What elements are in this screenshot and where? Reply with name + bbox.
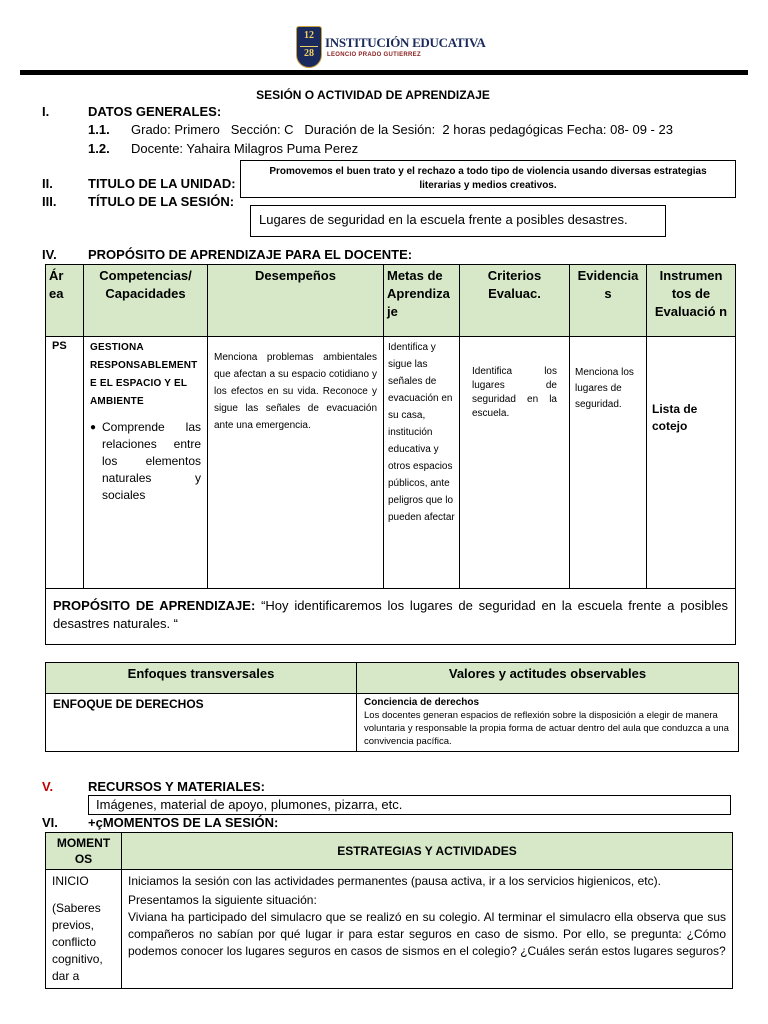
- enfoques-header-left: Enfoques transversales: [46, 663, 357, 694]
- enfoques-row: [46, 694, 739, 752]
- section-2-title: TITULO DE LA UNIDAD:: [88, 176, 236, 191]
- logo-divider: [300, 46, 318, 47]
- header-instrumentos: Instrumen tos de Evaluació n: [647, 265, 736, 337]
- enfoques-header: [46, 663, 739, 694]
- cell-criterios: [460, 337, 570, 589]
- cell-instrumento: [647, 337, 736, 589]
- resources-text: Imágenes, material de apoyo, plumones, pizarra, etc.: [96, 797, 403, 812]
- header-metas: Metas de Aprendiza je: [384, 265, 460, 337]
- purpose-table: [45, 264, 736, 645]
- capacidad-item: [90, 419, 201, 504]
- cell-area: PS: [46, 337, 84, 589]
- section-6-title: +çMOMENTOS DE LA SESIÓN:: [88, 815, 279, 830]
- section-5-title: RECURSOS Y MATERIALES:: [88, 779, 265, 794]
- header-competencias: Competencias/ Capacidades: [84, 265, 208, 337]
- logo-shield-icon: [296, 26, 322, 68]
- purpose-table-row: [46, 337, 736, 589]
- session-title-box: [250, 205, 666, 237]
- page-title: SESIÓN O ACTIVIDAD DE APRENDIZAJE: [256, 88, 490, 102]
- activity-line-2: Presentamos la siguiente situación:: [128, 893, 317, 907]
- momentos-header-right: ESTRATEGIAS Y ACTIVIDADES: [122, 833, 733, 870]
- session-title-text: Lugares de seguridad en la escuela frente a posibles desastres.: [259, 212, 628, 227]
- unit-title-text: Promovemos el buen trato y el rechazo a todo tipo de violencia usando diversas estrategias literarias y medios creativos.: [269, 166, 707, 191]
- evidencias-text: Menciona los lugares de seguridad.: [575, 367, 634, 410]
- purpose-table-header: [46, 265, 736, 337]
- school-logo: [296, 26, 486, 70]
- logo-subtitle: LEONCIO PRADO GUTIERREZ: [327, 52, 421, 58]
- item-1-1-text: Grado: Primero Sección: C Duración de la Sesión: 2 horas pedagógicas Fecha: 08- 09 - 23: [131, 122, 673, 137]
- enfoques-table: [45, 662, 739, 752]
- momentos-header-left: MOMENT OS: [46, 833, 122, 870]
- momentos-table: [45, 832, 733, 989]
- header-desempenos: Desempeños: [208, 265, 384, 337]
- purpose-statement-text: “Hoy identificaremos los lugares de seguridad en la escuela frente a posibles desastres naturales. “: [53, 598, 728, 631]
- section-4-number: IV.: [42, 247, 57, 262]
- section-4-title: PROPÓSITO DE APRENDIZAJE PARA EL DOCENTE:: [88, 247, 413, 262]
- desempeno-text: Menciona problemas ambientales que afectan a su espacio cotidiano y los efectos en su vida. Reconoce y sigue las señales de evacuación ante una emergencia.: [214, 352, 377, 431]
- resources-box: [88, 795, 731, 815]
- header-area: Ár ea: [46, 265, 84, 337]
- valor-cell: [357, 694, 739, 752]
- item-1-2-text: Docente: Yahaira Milagros Puma Perez: [131, 141, 359, 156]
- section-1-title: DATOS GENERALES:: [88, 104, 222, 119]
- activity-line-1: Iniciamos la sesión con las actividades permanentes (pausa activa, ir a los servicios higienicos, etc).: [128, 874, 661, 888]
- section-2-number: II.: [42, 176, 53, 191]
- valor-title: Conciencia de derechos: [364, 697, 480, 708]
- item-1-1-number: 1.1.: [88, 122, 110, 137]
- section-5-number: V.: [42, 779, 54, 794]
- moment-name: INICIO: [52, 874, 89, 888]
- item-1-2-number: 1.2.: [88, 141, 110, 156]
- section-3-number: III.: [42, 194, 57, 209]
- momentos-header: [46, 833, 733, 870]
- cell-metas: [384, 337, 460, 589]
- bullet-icon: ●: [90, 422, 97, 433]
- header-rule: [20, 70, 748, 75]
- section-3-title: TÍTULO DE LA SESIÓN:: [88, 194, 235, 209]
- activity-line-3: Viviana ha participado del simulacro que se realizó en su colegio. Al terminar el simulacro ella observa que sus compañeros no sabían por qué lugar ir para estar seguros en caso de sismo. Por ello, se pregunta: ¿Cómo podemos conocer los lugares seguros en casos de sismos en el colegio? ¿Cuáles serán estos lugares seguros?: [128, 910, 726, 958]
- logo-number-bottom: 28: [304, 48, 314, 59]
- section-6-number: VI.: [42, 815, 58, 830]
- criterios-text: Identifica los lugares de seguridad en la escuela.: [472, 366, 557, 419]
- competencia-text: GESTIONA RESPONSABLEMENT E EL ESPACIO Y EL AMBIENTE: [90, 342, 198, 407]
- instrumento-text: Lista de cotejo: [652, 402, 698, 433]
- header-criterios: Criterios Evaluac.: [460, 265, 570, 337]
- capacidad-text: Comprende las relaciones entre los elementos naturales y sociales: [102, 420, 201, 502]
- unit-title-box: [240, 160, 736, 198]
- cell-desempeno: [208, 337, 384, 589]
- purpose-statement-cell: [46, 589, 736, 645]
- cell-competencia: [84, 337, 208, 589]
- cell-evidencias: [570, 337, 647, 589]
- enfoque-name: ENFOQUE DE DERECHOS: [46, 694, 357, 752]
- logo-title: INSTITUCIÓN EDUCATIVA: [325, 35, 486, 50]
- purpose-statement-label: PROPÓSITO DE APRENDIZAJE:: [53, 598, 256, 613]
- momentos-row-inicio: [46, 870, 733, 989]
- valor-text: Los docentes generan espacios de reflexión sobre la disposición a elegir de manera voluntaria y responsable la propia forma de actuar dentro del aula que conduzca a una convivencia pacífica.: [364, 710, 729, 747]
- logo-number-top: 12: [304, 30, 314, 41]
- enfoques-header-right: Valores y actitudes observables: [357, 663, 739, 694]
- metas-text: Identifica y sigue las señales de evacuación en su casa, institución educativa y otros espacios públicos, ante peligros que lo pueden afectar: [388, 342, 455, 523]
- activities-cell: [122, 870, 733, 989]
- section-1-number: I.: [42, 104, 50, 119]
- moment-cell: [46, 870, 122, 989]
- purpose-statement-row: [46, 589, 736, 645]
- header-evidencias: Evidencia s: [570, 265, 647, 337]
- moment-sub: (Saberes previos, conflicto cognitivo, dar a: [52, 901, 103, 983]
